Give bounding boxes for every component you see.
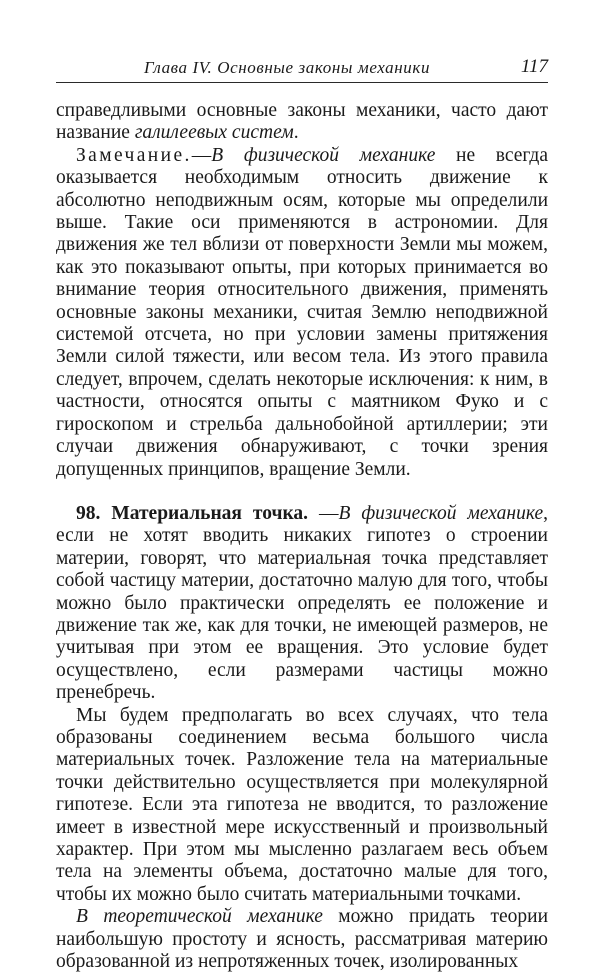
section-text: , если не хотят вводить никаких гипотез о строении материи, говорят, что материальная точка представляет собой частицу материи, достаточно малую для того, чтобы можно было практически определять ее положение и движение так же, как для точки, не имеющей размеров, не учитывая при этом ее вращения. Это условие будет осуществлено, если размерами частицы можно пренебречь.: [56, 502, 549, 704]
remark-dash: —: [191, 144, 212, 166]
section-98-paragraph: [56, 503, 548, 705]
paragraph-text: можно придать теории наибольшую простоту и ясность, рассматривая материю образованной из непротяженных точек, изолированных: [56, 906, 549, 973]
section-title: Материальная точка.: [111, 502, 309, 524]
material-points-paragraph: Мы будем предполагать во всех случаях, что тела образованы соединением весьма большого числа материальных точек. Разложение тела на материальные точки действительно осуществляется при молекулярной гипотезе. Если эта гипотеза не вводится, то разложение имеет в известной мере искусственный и произвольный характер. При этом мы мысленно разлагаем весь объем тела на элементы объема, достаточно малые для того, чтобы их можно было считать материальными точками.: [56, 704, 548, 905]
remark-label: Замечание.: [76, 144, 192, 166]
galilean-systems-term: галилеевых систем: [134, 122, 294, 144]
remark-paragraph: [56, 145, 548, 481]
remark-text: не всегда оказывается необходимым относить движение к абсолютно неподвижным осям, которые мы определили выше. Такие оси применяются в астрономии. Для движения же тел вблизи от поверхности Земли мы можем, как это показывают опыты, при которых принимается во внимание теория относительного движения, применять основные законы механики, считая Землю неподвижной системой отсчета, но при условии замены притяжения Земли силой тяжести, или весом тела. Из этого правила следует, впрочем, сделать некоторые исключения: к ним, в частности, относятся опыты с маятником Фуко и с гироскопом и стрельба дальнобойной артиллерии; эти случаи движения обнаруживают, с точки зрения допущенных принципов, вращение Земли.: [56, 144, 548, 480]
theoretical-mechanics-paragraph: [56, 906, 548, 973]
remark-phrase: В физической механике: [211, 144, 436, 166]
body-text: [56, 100, 548, 973]
section-phrase: В физической механике: [338, 502, 544, 524]
paragraph-text: справедливыми основные законы механики, часто дают название: [56, 100, 548, 144]
page-number: 117: [520, 56, 548, 77]
running-head: [56, 56, 548, 83]
book-page: [56, 0, 549, 973]
period: .: [293, 122, 299, 144]
section-dash: —: [308, 502, 339, 524]
theoretical-mechanics-phrase: В теоретической механике: [76, 906, 323, 928]
running-title: Глава IV. Основные законы механики: [144, 58, 431, 77]
section-number: 98.: [76, 502, 101, 524]
paragraph-continuation: [56, 100, 548, 145]
